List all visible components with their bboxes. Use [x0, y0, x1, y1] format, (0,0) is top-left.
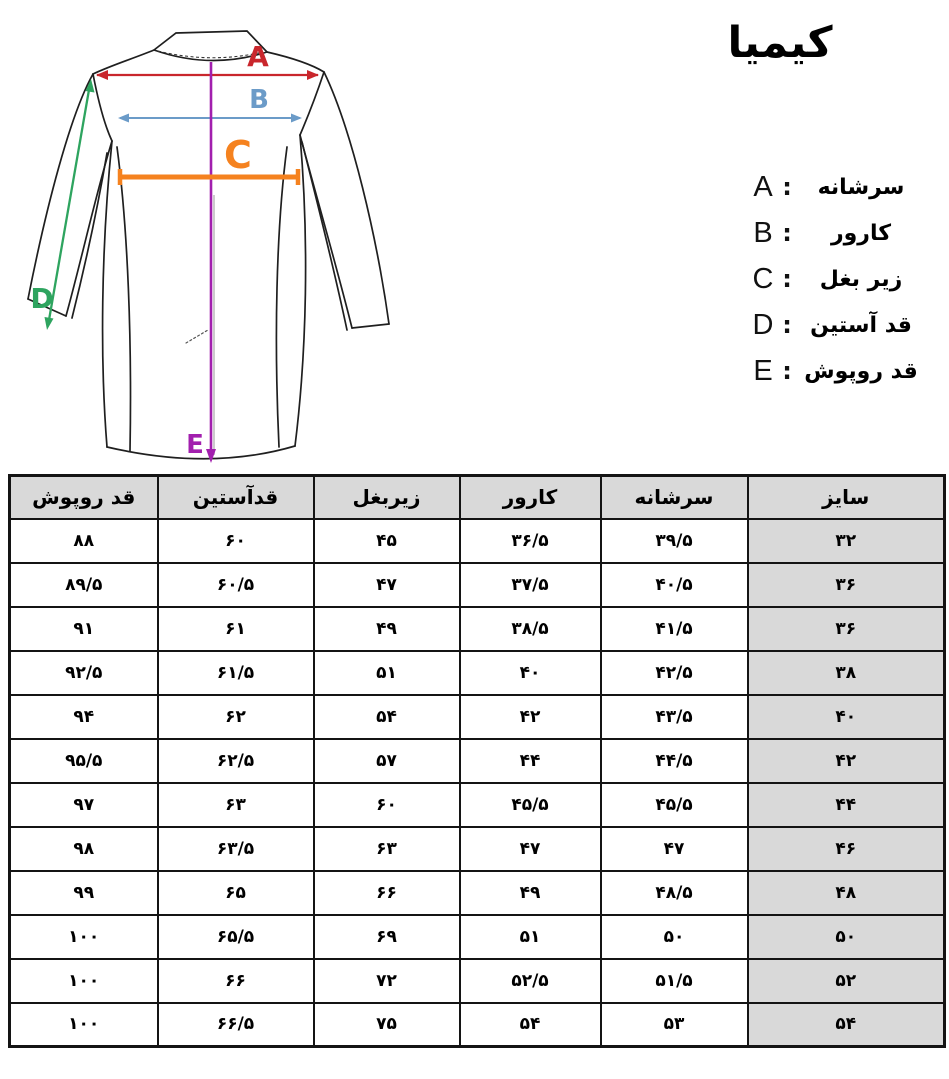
- measurement-cell: ۵۰: [601, 915, 748, 959]
- size-cell: ۴۶: [748, 827, 945, 871]
- measurement-cell: ۵۳: [601, 1003, 748, 1047]
- size-cell: ۴۸: [748, 871, 945, 915]
- measurement-cell: ۶۳: [314, 827, 460, 871]
- legend-letter-d: D: [752, 308, 774, 341]
- arrow-D-head-bottom: [45, 317, 54, 330]
- measurement-cell: ۴۴: [460, 739, 601, 783]
- measurement-cell: ۴۵: [314, 519, 460, 563]
- label-A: A: [247, 40, 269, 73]
- table-row: [10, 519, 945, 563]
- arrow-E-head-bottom: [206, 449, 216, 463]
- right-sleeve-seam: [302, 142, 347, 330]
- legend-label-d: قد آستین: [810, 312, 912, 338]
- measurement-cell: ۴۳/۵: [601, 695, 748, 739]
- measurement-cell: ۴۹: [460, 871, 601, 915]
- measurement-cell: ۱۰۰: [10, 915, 158, 959]
- measurement-cell: ۹۲/۵: [10, 651, 158, 695]
- measurement-cell: ۵۱: [460, 915, 601, 959]
- measurement-cell: ۴۲: [460, 695, 601, 739]
- label-D: D: [30, 282, 54, 315]
- coat-back-diagram: [0, 0, 420, 470]
- table-header-row: [10, 476, 945, 519]
- measurement-cell: ۵۱/۵: [601, 959, 748, 1003]
- size-cell: ۳۶: [748, 607, 945, 651]
- measurement-cell: ۱۰۰: [10, 959, 158, 1003]
- measurement-cell: ۶۹: [314, 915, 460, 959]
- legend-item-b: [748, 210, 926, 256]
- marker-D: [30, 79, 94, 330]
- measurement-cell: ۸۹/۵: [10, 563, 158, 607]
- arrow-A-head-right: [307, 70, 319, 80]
- table-row: [10, 651, 945, 695]
- measurement-cell: ۵۴: [314, 695, 460, 739]
- measurement-cell: ۶۳: [158, 783, 314, 827]
- column-header: زیربغل: [314, 476, 460, 519]
- measurement-cell: ۴۹: [314, 607, 460, 651]
- measurement-cell: ۶۰: [158, 519, 314, 563]
- measurement-cell: ۶۶: [314, 871, 460, 915]
- measurement-cell: ۶۰/۵: [158, 563, 314, 607]
- measurement-cell: ۴۷: [601, 827, 748, 871]
- arrow-B-head-right: [291, 114, 302, 123]
- left-sleeve-outer: [28, 74, 93, 299]
- measurement-cell: ۴۰/۵: [601, 563, 748, 607]
- right-armhole: [300, 72, 324, 135]
- legend-item-c: [748, 256, 926, 302]
- size-cell: ۴۰: [748, 695, 945, 739]
- legend-letter-e: E: [753, 354, 773, 387]
- size-table: [8, 474, 946, 1048]
- measurement-cell: ۴۱/۵: [601, 607, 748, 651]
- table-row: [10, 783, 945, 827]
- table-row: [10, 607, 945, 651]
- measurement-cell: ۳۹/۵: [601, 519, 748, 563]
- measurement-cell: ۸۸: [10, 519, 158, 563]
- table-row: [10, 915, 945, 959]
- measurement-cell: ۹۵/۵: [10, 739, 158, 783]
- measurement-cell: ۷۵: [314, 1003, 460, 1047]
- measurement-legend: [748, 164, 926, 394]
- column-header: کارور: [460, 476, 601, 519]
- legend-letter-a: A: [753, 170, 773, 203]
- legend-item-a: [748, 164, 926, 210]
- measurement-cell: ۴۲/۵: [601, 651, 748, 695]
- legend-item-e: [748, 348, 926, 394]
- size-cell: ۵۲: [748, 959, 945, 1003]
- size-cell: ۳۸: [748, 651, 945, 695]
- legend-colon: :: [782, 265, 792, 293]
- table-row: [10, 959, 945, 1003]
- table-row: [10, 563, 945, 607]
- label-B: B: [249, 85, 269, 115]
- measurement-cell: ۴۸/۵: [601, 871, 748, 915]
- legend-label-a: سرشانه: [817, 174, 905, 200]
- measurement-cell: ۴۴/۵: [601, 739, 748, 783]
- size-cell: ۴۲: [748, 739, 945, 783]
- measurement-cell: ۶۵/۵: [158, 915, 314, 959]
- coat-outline: [28, 50, 389, 459]
- measurement-cell: ۶۲: [158, 695, 314, 739]
- measurement-cell: ۴۵/۵: [601, 783, 748, 827]
- size-cell: ۵۴: [748, 1003, 945, 1047]
- left-princess-seam: [117, 147, 130, 451]
- measurement-cell: ۹۴: [10, 695, 158, 739]
- legend-colon: :: [782, 357, 792, 385]
- measurement-cell: ۶۵: [158, 871, 314, 915]
- column-header: قدآستین: [158, 476, 314, 519]
- size-cell: ۳۲: [748, 519, 945, 563]
- label-C: C: [224, 133, 252, 177]
- table-row: [10, 1003, 945, 1047]
- right-princess-seam: [276, 147, 287, 447]
- legend-label-c: زیر بغل: [819, 266, 903, 292]
- measurement-cell: ۶۰: [314, 783, 460, 827]
- measurement-cell: ۶۳/۵: [158, 827, 314, 871]
- measurement-cell: ۵۱: [314, 651, 460, 695]
- table-body: [10, 519, 945, 1047]
- measurement-cell: ۶۱/۵: [158, 651, 314, 695]
- brand-title: کیمیا: [727, 18, 833, 68]
- legend-letter-b: B: [753, 216, 773, 249]
- left-shoulder-line: [93, 50, 154, 74]
- column-header: سرشانه: [601, 476, 748, 519]
- left-armhole: [93, 74, 112, 141]
- measurement-cell: ۶۶/۵: [158, 1003, 314, 1047]
- measurement-cell: ۴۵/۵: [460, 783, 601, 827]
- arrow-B-head-left: [118, 114, 129, 123]
- measurement-cell: ۶۱: [158, 607, 314, 651]
- vent-stitch-detail: [186, 330, 208, 343]
- table-row: [10, 739, 945, 783]
- measurement-cell: ۴۷: [460, 827, 601, 871]
- legend-colon: :: [782, 311, 792, 339]
- right-cuff: [352, 324, 389, 328]
- measurement-cell: ۶۲/۵: [158, 739, 314, 783]
- measurement-cell: ۴۰: [460, 651, 601, 695]
- measurement-cell: ۳۷/۵: [460, 563, 601, 607]
- marker-C: [120, 133, 298, 185]
- arrow-D-line: [49, 84, 90, 320]
- left-body-side: [103, 141, 112, 447]
- size-cell: ۳۶: [748, 563, 945, 607]
- measurement-cell: ۴۷: [314, 563, 460, 607]
- column-header: قد روپوش: [10, 476, 158, 519]
- legend-letter-c: C: [752, 262, 774, 295]
- measurement-cell: ۵۴: [460, 1003, 601, 1047]
- table-row: [10, 827, 945, 871]
- size-cell: ۴۴: [748, 783, 945, 827]
- measurement-cell: ۵۷: [314, 739, 460, 783]
- measurement-cell: ۱۰۰: [10, 1003, 158, 1047]
- measurement-cell: ۳۸/۵: [460, 607, 601, 651]
- measurement-cell: ۳۶/۵: [460, 519, 601, 563]
- right-sleeve-outer: [324, 72, 389, 324]
- column-header: سایز: [748, 476, 945, 519]
- table-row: [10, 695, 945, 739]
- measurement-cell: ۹۱: [10, 607, 158, 651]
- legend-colon: :: [782, 219, 792, 247]
- measurement-cell: ۵۲/۵: [460, 959, 601, 1003]
- measurement-cell: ۹۸: [10, 827, 158, 871]
- measurement-cell: ۶۶: [158, 959, 314, 1003]
- measurement-cell: ۹۷: [10, 783, 158, 827]
- marker-E: [186, 62, 216, 463]
- label-E: E: [186, 430, 204, 460]
- measurement-cell: ۷۲: [314, 959, 460, 1003]
- table-row: [10, 871, 945, 915]
- measurement-cell: ۹۹: [10, 871, 158, 915]
- right-shoulder-line: [267, 52, 324, 72]
- legend-colon: :: [782, 173, 792, 201]
- size-cell: ۵۰: [748, 915, 945, 959]
- legend-label-b: کارور: [830, 220, 892, 246]
- legend-label-e: قد روپوش: [804, 358, 918, 384]
- legend-item-d: [748, 302, 926, 348]
